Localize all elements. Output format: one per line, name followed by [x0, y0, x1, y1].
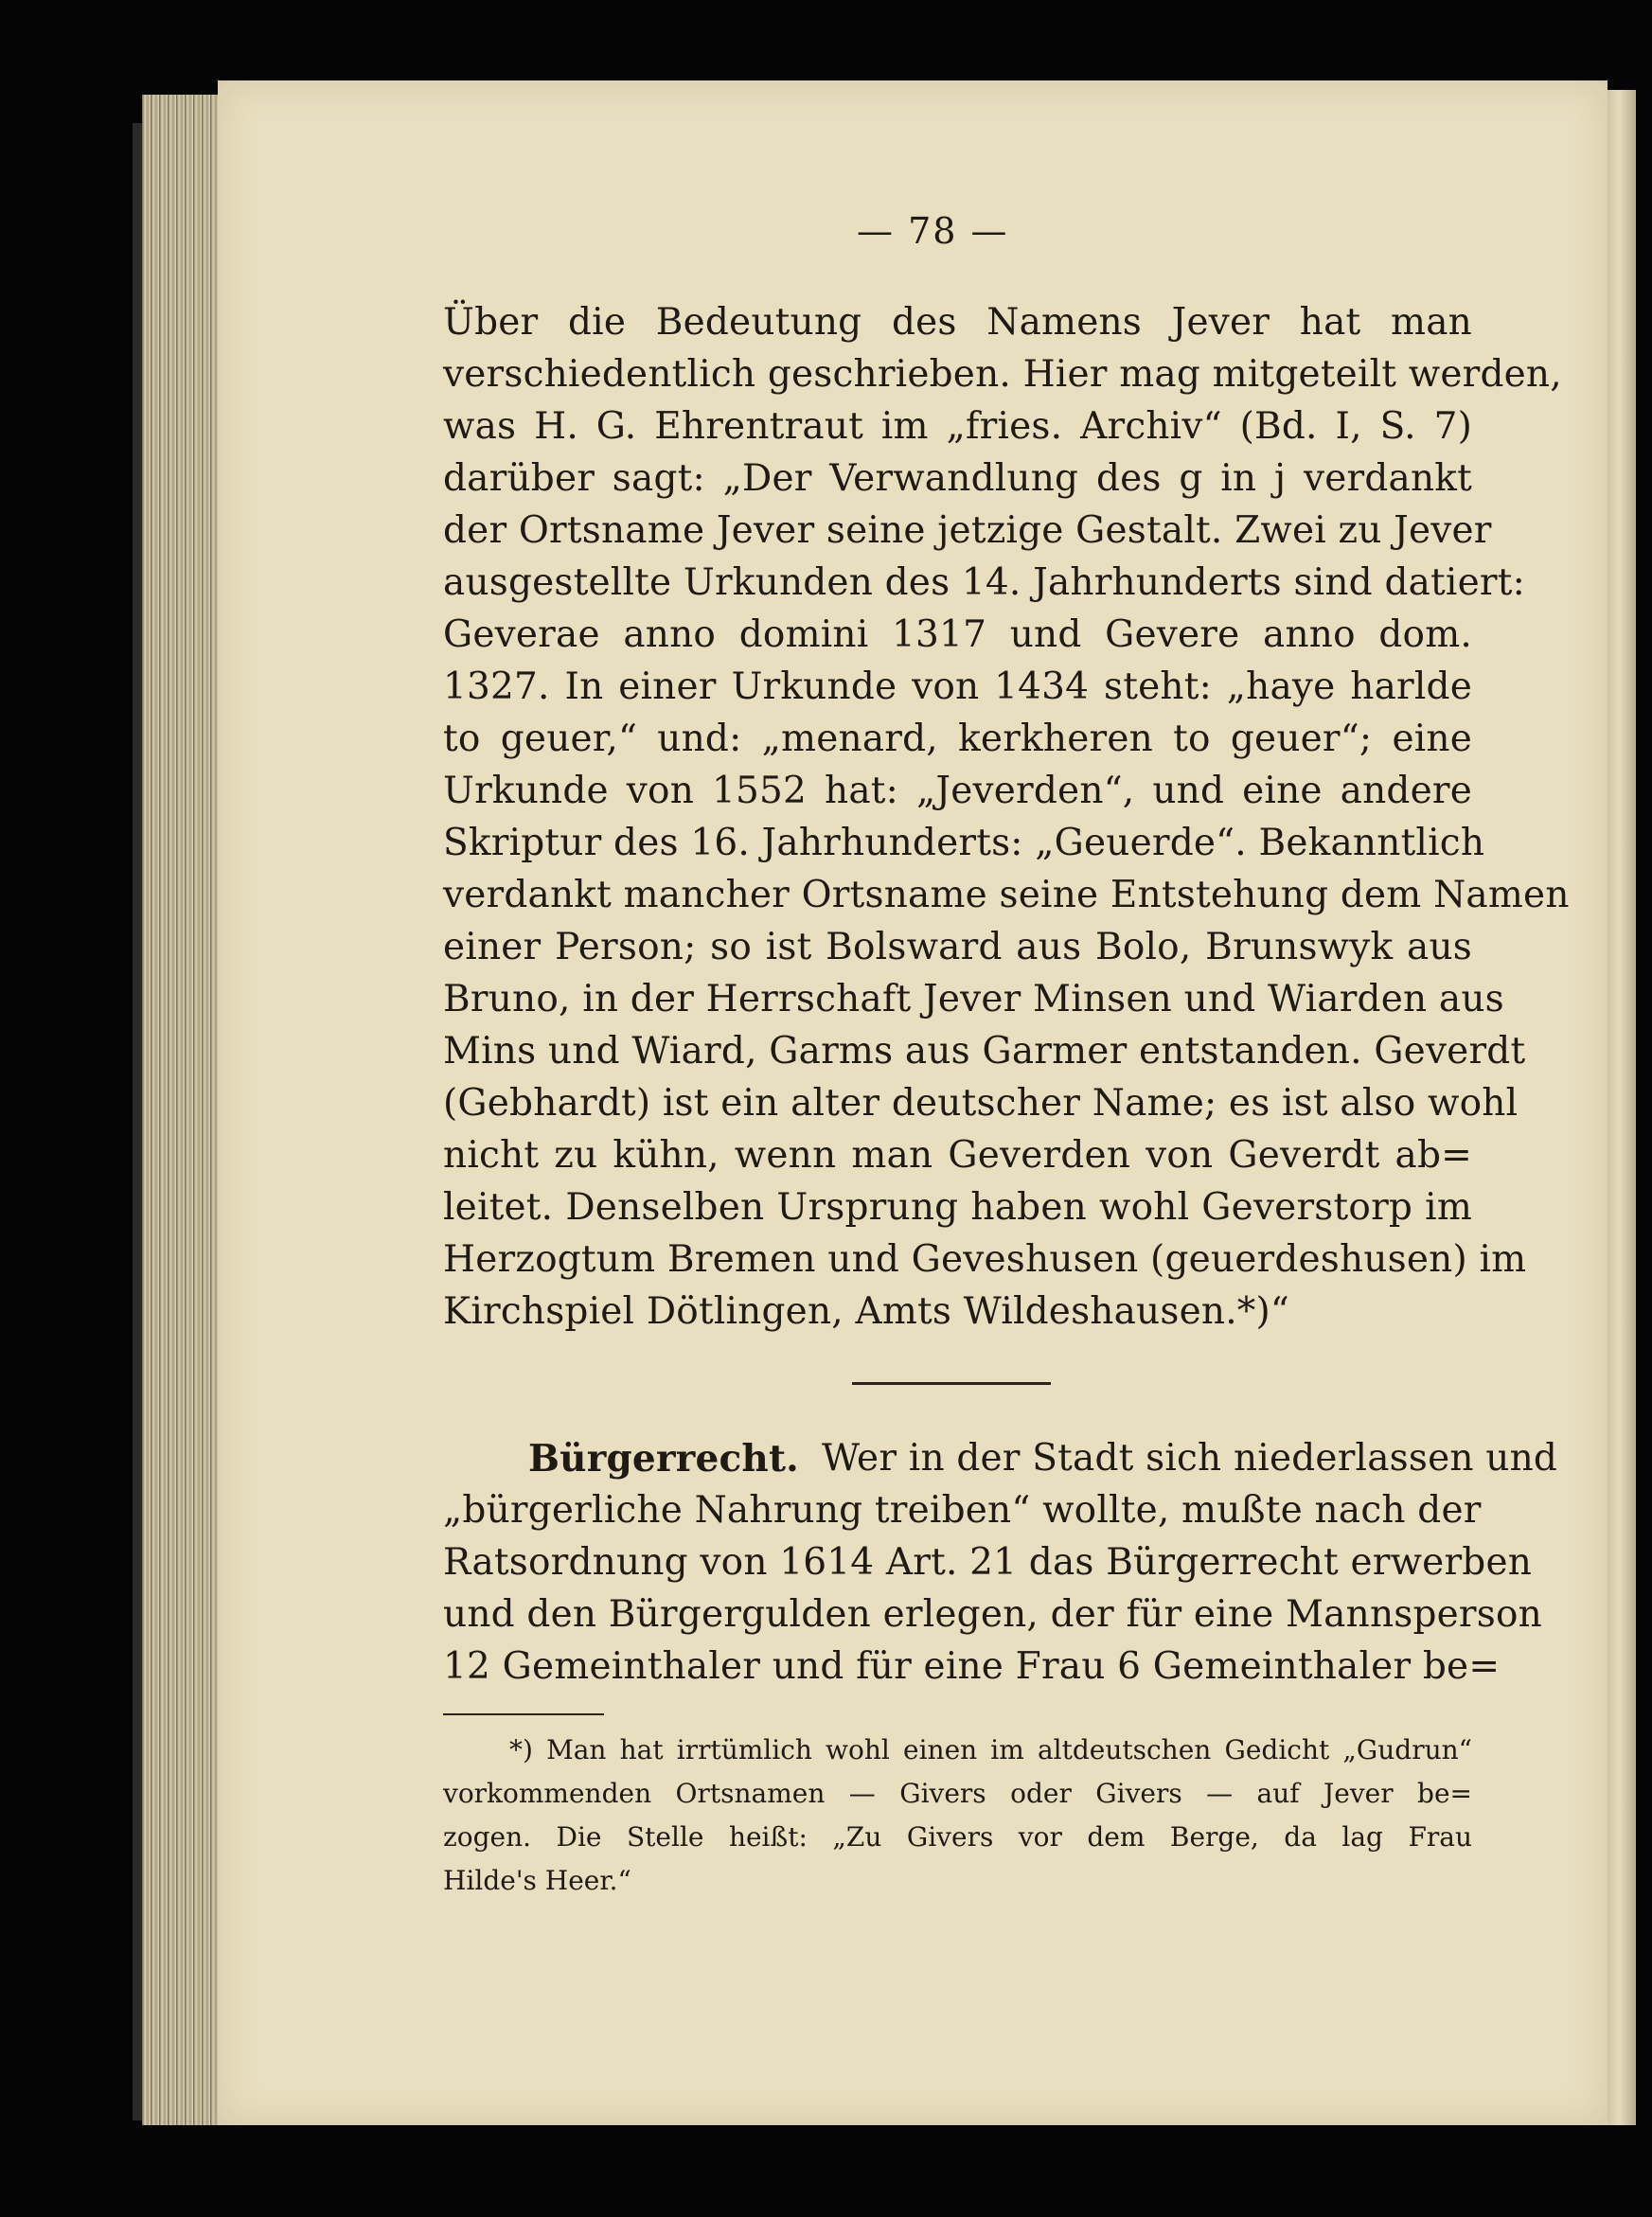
footnote-line: vorkommenden Ortsnamen — Givers oder Givers — auf Jever be= — [443, 1778, 1472, 1809]
body-line: verdankt mancher Ortsname seine Entstehung dem Namen — [443, 874, 1570, 916]
body-line: Skriptur des 16. Jahrhunderts: „Geuerde“. Bekanntlich — [443, 822, 1485, 864]
body-line: einer Person; so ist Bolsward aus Bolo, Brunswyk aus — [443, 926, 1472, 968]
body-line: der Ortsname Jever seine jetzige Gestalt. Zwei zu Jever — [443, 509, 1492, 552]
page-stack-edge — [142, 95, 222, 2125]
section-line: Ratsordnung von 1614 Art. 21 das Bürgerrecht erwerben — [443, 1541, 1533, 1584]
section-line: Wer in der Stadt sich niederlassen und — [821, 1437, 1558, 1480]
section-divider — [852, 1382, 1051, 1385]
body-line: ausgestellte Urkunden des 14. Jahrhunderts sind datiert: — [443, 561, 1525, 604]
body-line: Herzogtum Bremen und Geveshusen (geuerdeshusen) im — [443, 1238, 1527, 1281]
body-line: darüber sagt: „Der Verwandlung des g in j verdankt — [443, 457, 1472, 500]
body-line: to geuer,“ und: „menard, kerkheren to geuer“; eine — [443, 718, 1472, 760]
section-first-line — [443, 1437, 1558, 1481]
section-heading: Bürgerrecht. — [528, 1437, 799, 1481]
body-line: Geverae anno domini 1317 und Gevere anno dom. — [443, 613, 1472, 656]
body-line: Bruno, in der Herrschaft Jever Minsen und Wiarden aus — [443, 978, 1504, 1020]
section-line: 12 Gemeinthaler und für eine Frau 6 Gemeinthaler be= — [443, 1645, 1501, 1688]
body-line: nicht zu kühn, wenn man Geverden von Geverdt ab= — [443, 1134, 1472, 1177]
body-line: Urkunde von 1552 hat: „Jeverden“, und eine andere — [443, 770, 1472, 812]
section-line: „bürgerliche Nahrung treiben“ wollte, mußte nach der — [443, 1489, 1482, 1532]
body-line: leitet. Denselben Ursprung haben wohl Geverstorp im — [443, 1186, 1472, 1229]
footnote-line: *) Man hat irrtümlich wohl einen im altdeutschen Gedicht „Gudrun“ — [509, 1734, 1472, 1765]
body-line: Kirchspiel Dötlingen, Amts Wildeshausen.*)“ — [443, 1290, 1290, 1333]
footnote-line: Hilde's Heer.“ — [443, 1865, 631, 1896]
section-line: und den Bürgergulden erlegen, der für eine Mannsperson — [443, 1593, 1542, 1636]
page-number: — 78 — — [857, 210, 1009, 252]
body-line: verschiedentlich geschrieben. Hier mag mitgeteilt werden, — [443, 353, 1562, 396]
next-page-edge — [1608, 90, 1636, 2125]
body-line: 1327. In einer Urkunde von 1434 steht: „haye harlde — [443, 665, 1472, 708]
body-line: Über die Bedeutung des Namens Jever hat man — [443, 301, 1472, 344]
body-line: Mins und Wiard, Garms aus Garmer entstanden. Geverdt — [443, 1030, 1526, 1073]
body-line: (Gebhardt) ist ein alter deutscher Name; es ist also wohl — [443, 1082, 1519, 1125]
footnote-line: zogen. Die Stelle heißt: „Zu Givers vor dem Berge, da lag Frau — [443, 1821, 1472, 1853]
body-line: was H. G. Ehrentraut im „fries. Archiv“ (Bd. I, S. 7) — [443, 405, 1472, 448]
footnote-rule — [443, 1713, 604, 1715]
